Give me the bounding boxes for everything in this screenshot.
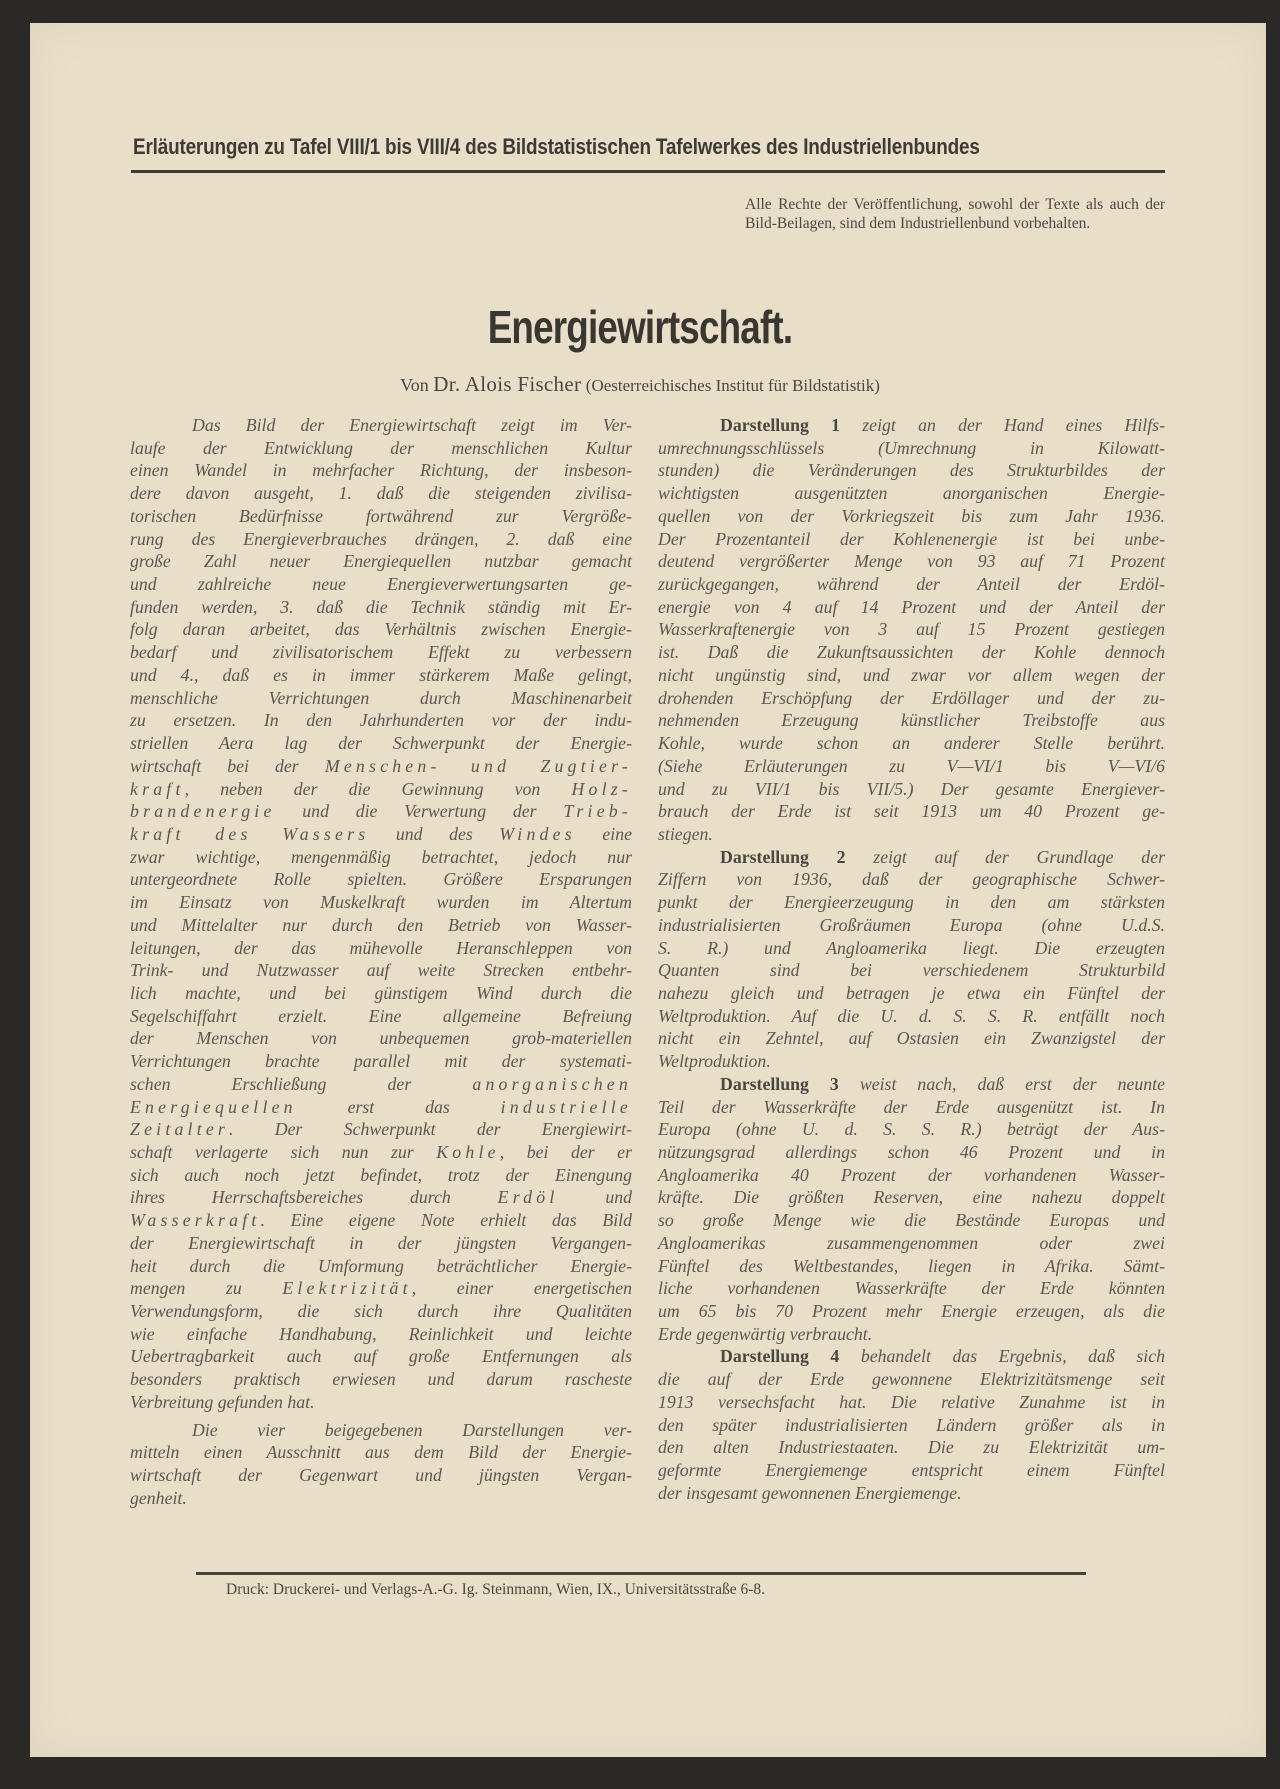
text-line: heit durch die Umformung beträchtlicher Energie-	[130, 1255, 632, 1276]
left-column	[130, 414, 632, 1510]
text-line: Verwendungsform, die sich durch ihre Qualitäten	[130, 1301, 632, 1322]
section-label: Darstellung 3	[720, 1073, 839, 1094]
text-line: industrialisierten Großräumen Europa (ohne U.d.S.	[658, 914, 1165, 935]
spaced-emphasis: kraft des Wassers	[130, 823, 370, 844]
text-line: 1913 versechsfacht hat. Die relative Zunahme ist in	[658, 1391, 1165, 1412]
text-line: Europa (ohne U. d. S. S. R.) beträgt der Aus-	[658, 1119, 1165, 1140]
text-line: wie einfache Handhabung, Reinlichkeit und leichte	[130, 1323, 632, 1344]
text-line: und 4., daß es in immer stärkerem Maße gelingt,	[130, 664, 632, 685]
darstellung-section	[658, 414, 1165, 846]
spaced-emphasis: anorganischen	[472, 1073, 632, 1094]
text-line: nicht ungünstig sind, und zwar vor allem wegen der	[658, 664, 1165, 685]
text-line: Energiequellen erst das industrielle	[130, 1096, 632, 1117]
darstellung-section	[658, 846, 1165, 1073]
text-line: den später industrialisierten Ländern größer als in	[658, 1414, 1165, 1435]
text-line: folg daran arbeitet, das Verhältnis zwischen Energie-	[130, 619, 632, 640]
text-line: der insgesamt gewonnenen Energiemenge.	[658, 1482, 962, 1503]
text-line: leitungen, der das mühevolle Heranschleppen von	[130, 937, 632, 958]
text-line: Wasserkraft. Eine eigene Note erhielt das Bild	[130, 1210, 632, 1231]
spaced-emphasis: Zeitalter	[130, 1119, 230, 1140]
intro-paragraph	[130, 414, 632, 1414]
text-line: Der Prozentanteil der Kohlenenergie ist bei unbe-	[658, 528, 1165, 549]
footer-rule	[196, 1572, 1086, 1575]
text-line: besonders praktisch erwiesen und darum rascheste	[130, 1369, 632, 1390]
header-rule	[131, 170, 1165, 173]
text-line: Erde gegenwärtig verbraucht.	[658, 1323, 873, 1344]
text-line: Uebertragbarkeit auch auf große Entfernungen als	[130, 1346, 632, 1367]
text-line: der Energiewirtschaft in der jüngsten Vergangen-	[130, 1232, 632, 1253]
text-line: und zahlreiche neue Energieverwertungsarten ge-	[130, 574, 632, 595]
text-line: rung des Energieverbrauches drängen, 2. daß eine	[130, 528, 632, 549]
spaced-emphasis: Trieb-	[563, 801, 632, 822]
darstellung-section	[658, 1345, 1165, 1504]
text-line: nahezu gleich und betragen je etwa ein Fünftel der	[658, 982, 1165, 1003]
text-line: punkt der Energieerzeugung in den am stärksten	[658, 892, 1165, 913]
text-line: drohenden Erschöpfung der Erdöllager und der zu-	[658, 687, 1165, 708]
spaced-emphasis: Wasserkraft	[130, 1210, 261, 1231]
text-line: quellen von der Vorkriegszeit bis zum Jahr 1936.	[658, 505, 1165, 526]
text-line: schaft verlagerte sich nun zur Kohle, bei der er	[130, 1142, 632, 1162]
text-line: zurückgegangen, während der Anteil der Erdöl-	[658, 574, 1165, 595]
text-line: ist. Daß die Zukunftsaussichten der Kohle dennoch	[658, 642, 1165, 663]
text-line: Weltproduktion.	[658, 1051, 771, 1072]
text-line: Darstellung 2 zeigt auf der Grundlage der	[720, 846, 1166, 867]
text-line: torischen Bedürfnisse fortwährend zur Vergröße-	[130, 505, 632, 526]
spaced-emphasis: Holz-	[571, 778, 632, 799]
text-line: lich machte, und bei günstigem Wind durch die	[130, 982, 632, 1003]
text-line: den alten Industriestaaten. Die zu Elektrizität um-	[658, 1437, 1165, 1458]
text-line: Darstellung 3 weist nach, daß erst der neunte	[720, 1073, 1165, 1094]
text-line: umrechnungsschlüssels (Umrechnung in Kilowatt-	[658, 437, 1165, 458]
text-line: brauch der Erde ist seit 1913 um 40 Prozent ge-	[658, 801, 1165, 822]
text-line: S. R.) und Angloamerika liegt. Die erzeugten	[658, 937, 1165, 958]
text-line: zwar wichtige, mengenmäßig betrachtet, jedoch nur	[130, 846, 632, 867]
text-line: Verbreitung gefunden hat.	[130, 1391, 315, 1412]
text-line: die auf der Erde gewonnene Elektrizitätsmenge seit	[658, 1369, 1165, 1390]
text-line: nicht ein Zehntel, auf Ostasien ein Zwanzigstel der	[658, 1028, 1165, 1049]
text-line: funden werden, 3. daß die Technik ständig mit Er-	[130, 596, 632, 617]
text-line: kraft des Wassers und des Windes eine	[130, 823, 632, 844]
text-line: nützungsgrad allerdings schon 46 Prozent und in	[658, 1142, 1165, 1162]
text-line: Verrichtungen brachte parallel mit der systemati-	[130, 1051, 632, 1072]
text-line: Angloamerika 40 Prozent der vorhandenen Wasser-	[658, 1164, 1165, 1185]
text-line: Weltproduktion. Auf die U. d. S. S. R. entfällt noch	[658, 1005, 1165, 1026]
text-line: laufe der Entwicklung der menschlichen Kultur	[130, 437, 632, 458]
header-title: Erläuterungen zu Tafel VIII/1 bis VIII/4 des Bildstatistischen Tafelwerkes des Industriellenbundes	[133, 134, 980, 159]
text-line: kraft, neben der die Gewinnung von Holz-	[130, 778, 632, 799]
text-line: große Zahl neuer Energiequellen nutzbar gemacht	[130, 551, 632, 572]
text-line: stunden) die Veränderungen des Strukturbildes der	[658, 460, 1165, 481]
text-line: nehmenden Erzeugung künstlicher Treibstoffe aus	[658, 710, 1165, 731]
text-line: wirtschaft bei der Menschen- und Zugtier-	[130, 755, 632, 776]
spaced-emphasis: Energiequellen	[130, 1096, 297, 1117]
text-line: zu ersetzen. In den Jahrhunderten vor der indu-	[130, 710, 632, 731]
text-line: Fünftel des Weltbestandes, liegen in Afrika. Sämt-	[658, 1255, 1165, 1276]
rights-notice: Alle Rechte der Veröffentlichung, sowohl der Texte als auch der Bild-Beilagen, sind dem Industriellenbund vorbehalten.	[745, 196, 1165, 232]
text-line: deutend vergrößerter Menge von 93 auf 71 Prozent	[658, 551, 1165, 572]
section-label: Darstellung 2	[720, 846, 846, 867]
text-line: energie von 4 auf 14 Prozent und der Anteil der	[658, 596, 1165, 617]
author-name: Dr. Alois Fischer	[433, 372, 582, 396]
text-line: mitteln einen Ausschnitt aus dem Bild der Energie-	[130, 1442, 632, 1463]
text-line: im Einsatz von Muskelkraft wurden im Altertum	[130, 892, 632, 913]
spaced-emphasis: industrielle	[500, 1096, 632, 1117]
article-title: Energiewirtschaft.	[487, 301, 793, 353]
text-line: Quanten sind bei verschiedenem Strukturbild	[658, 960, 1165, 981]
text-line: Kohle, wurde schon an anderer Stelle berührt.	[658, 733, 1165, 754]
text-line: wirtschaft der Gegenwart und jüngsten Vergan-	[130, 1465, 632, 1486]
text-line: und Mittelalter nur durch den Betrieb von Wasser-	[130, 914, 632, 935]
spaced-emphasis: Erdöl	[497, 1187, 559, 1208]
institute-name: (Oesterreichisches Institut für Bildstatistik)	[585, 376, 880, 395]
text-line: Die vier beigegebenen Darstellungen ver-	[192, 1419, 632, 1440]
text-line: Ziffern von 1936, daß der geographische Schwer-	[658, 869, 1165, 890]
spaced-emphasis: brandenergie	[130, 801, 276, 822]
text-line: Wasserkraftenergie von 3 auf 15 Prozent gestiegen	[658, 619, 1165, 640]
text-line: untergeordnete Rolle spielten. Größere Ersparungen	[130, 869, 632, 890]
text-line: Darstellung 4 behandelt das Ergebnis, daß sich	[720, 1346, 1165, 1367]
text-line: genheit.	[130, 1487, 187, 1508]
text-line: ihres Herrschaftsbereiches durch Erdöl und	[130, 1187, 632, 1208]
text-line: so große Menge wie die Bestände Europas und	[658, 1210, 1165, 1231]
text-line: Zeitalter. Der Schwerpunkt der Energiewirt-	[130, 1119, 632, 1140]
text-line: Teil der Wasserkräfte der Erde ausgenützt ist. In	[658, 1096, 1165, 1117]
byline	[0, 372, 1280, 397]
text-line: schen Erschließung der anorganischen	[130, 1073, 632, 1094]
byline-von: Von	[400, 375, 429, 395]
spaced-emphasis: Kohle	[436, 1142, 500, 1162]
text-line: mengen zu Elektrizität, einer energetischen	[130, 1278, 632, 1299]
text-line: brandenergie und die Verwertung der Trieb-	[130, 801, 632, 822]
section-label: Darstellung 1	[720, 415, 841, 435]
printer-imprint: Druck: Druckerei- und Verlags-A.-G. Ig. Steinmann, Wien, IX., Universitätsstraße 6-8.	[226, 1581, 766, 1598]
text-line: um 65 bis 70 Prozent mehr Energie erzeugen, als die	[658, 1301, 1165, 1322]
closing-paragraph	[130, 1419, 632, 1510]
spaced-emphasis: Windes	[499, 823, 576, 844]
text-line: kräfte. Die größten Reserven, eine nahezu doppelt	[658, 1187, 1165, 1208]
text-line: (Siehe Erläuterungen zu V—VI/1 bis V—VI/6	[658, 755, 1165, 776]
text-line: dere davon ausgeht, 1. daß die steigenden zivilisa-	[130, 483, 632, 504]
text-line: bedarf und zivilisatorischem Effekt zu verbessern	[130, 642, 632, 663]
spaced-emphasis: Menschen- und Zugtier-	[324, 755, 632, 776]
text-line: der Menschen von unbequemen grob-materiellen	[130, 1028, 632, 1049]
text-line: Trink- und Nutzwasser auf weite Strecken entbehr-	[130, 960, 632, 981]
text-line: menschliche Verrichtungen durch Maschinenarbeit	[130, 687, 632, 708]
text-line: sich auch noch jetzt befindet, trotz der Einengung	[130, 1164, 632, 1185]
text-line: und zu VII/1 bis VII/5.) Der gesamte Energiever-	[658, 778, 1165, 799]
right-column	[658, 414, 1165, 1505]
spaced-emphasis: Elektrizität	[282, 1278, 412, 1299]
text-line: liche vorhandenen Wasserkräfte der Erde könnten	[658, 1278, 1165, 1299]
text-line: geformte Energiemenge entspricht einem Fünftel	[658, 1460, 1165, 1481]
darstellung-section	[658, 1073, 1165, 1346]
text-line: wichtigsten ausgenützten anorganischen Energie-	[658, 483, 1165, 504]
spaced-emphasis: kraft	[130, 778, 185, 799]
section-label: Darstellung 4	[720, 1346, 840, 1367]
text-line: stiegen.	[658, 823, 713, 844]
text-line: Angloamerikas zusammengenommen oder zwei	[658, 1232, 1165, 1253]
text-line: Das Bild der Energiewirtschaft zeigt im Ver-	[192, 415, 632, 435]
text-line: einen Wandel in mehrfacher Richtung, der insbeson-	[130, 460, 632, 481]
text-line: striellen Aera lag der Schwerpunkt der Energie-	[130, 733, 632, 754]
text-line: Segelschiffahrt erzielt. Eine allgemeine Befreiung	[130, 1005, 632, 1026]
text-line: Darstellung 1 zeigt an der Hand eines Hilfs-	[720, 415, 1165, 435]
